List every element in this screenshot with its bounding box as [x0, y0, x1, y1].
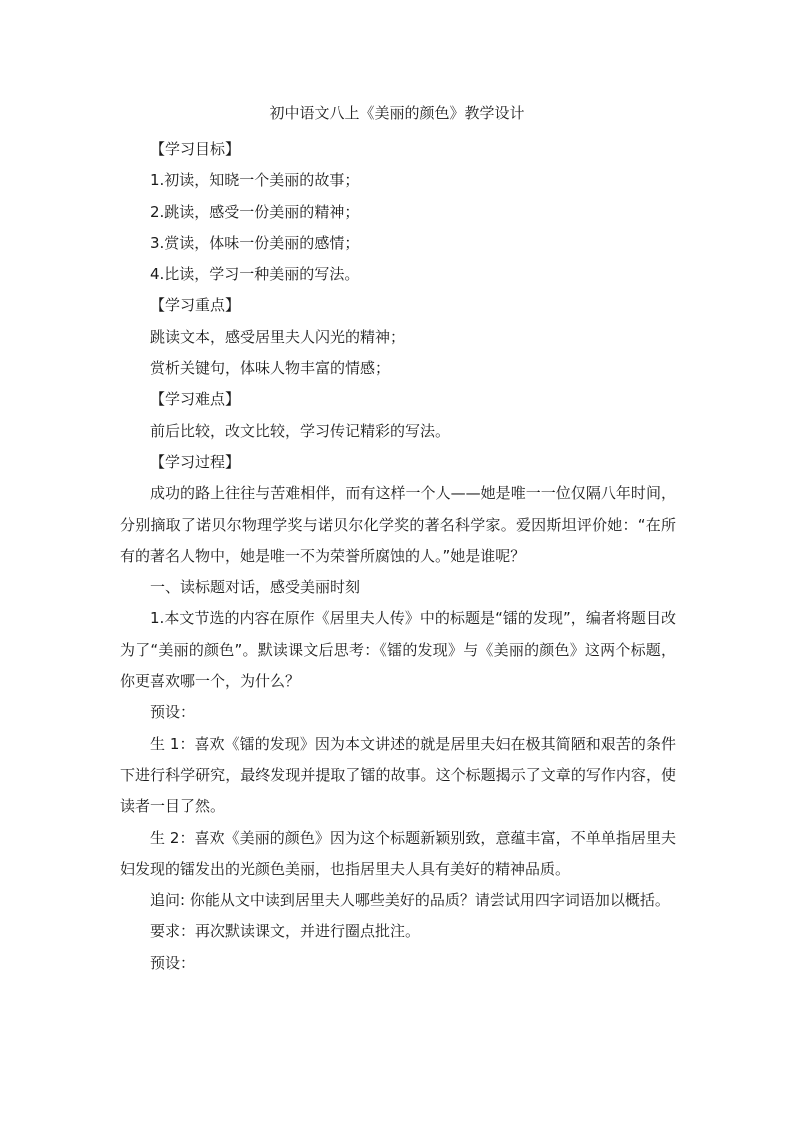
- requirement-paragraph: 要求：再次默读课文，并进行圈点批注。: [150, 922, 421, 941]
- keypoints-heading: 【学习重点】: [150, 296, 241, 315]
- document-title: 初中语文八上《美丽的颜色》教学设计: [269, 104, 525, 122]
- keypoint-item: 赏析关键句，体味人物丰富的情感；: [150, 359, 391, 378]
- process-heading: 【学习过程】: [150, 452, 241, 471]
- preset-label: 预设：: [150, 703, 196, 722]
- objective-item: 1.初读，知晓一个美丽的故事；: [150, 171, 360, 190]
- objectives-heading: 【学习目标】: [150, 140, 241, 158]
- keypoint-item: 跳读文本，感受居里夫人闪光的精神；: [150, 327, 406, 346]
- difficulty-heading: 【学习难点】: [150, 390, 241, 409]
- objective-item: 3.赏读，体味一份美丽的感情；: [150, 233, 360, 252]
- objective-item: 4.比读，学习一种美丽的写法。: [150, 265, 360, 284]
- question-paragraph: 1.本文节选的内容在原作《居里夫人传》中的标题是“镭的发现”，编者将题目改为了“美丽的颜色”。默读课文后思考：《镭的发现》与《美丽的颜色》这两个标题，你更喜欢哪一个，为什么？: [120, 609, 676, 691]
- section-heading: 一、读标题对话，感受美丽时刻: [150, 578, 361, 597]
- objective-item: 2.跳读，感受一份美丽的精神；: [150, 202, 360, 221]
- followup-question: 追问: 你能从文中读到居里夫人哪些美好的品质？请尝试用四字词语加以概括。: [150, 891, 670, 910]
- document-body: [120, 134, 676, 979]
- student-answer-1: 生 1：喜欢《镭的发现》因为本文讲述的就是居里夫妇在极其简陋和艰苦的条件下进行科学研究，最终发现并提取了镭的故事。这个标题揭示了文章的写作内容，使读者一目了然。: [120, 734, 676, 816]
- preset-label: 预设：: [150, 953, 196, 972]
- process-intro-paragraph: 成功的路上往往与苦难相伴，而有这样一个人——她是唯一一位仅隔八年时间，分别摘取了诺贝尔物理学奖与诺贝尔化学奖的著名科学家。爱因斯坦评价她：“在所有的著名人物中，她是唯一不为荣誉所腐蚀的人。”她是谁呢？: [120, 484, 676, 565]
- difficulty-item: 前后比较，改文比较，学习传记精彩的写法。: [150, 421, 451, 440]
- student-answer-2: 生 2：喜欢《美丽的颜色》因为这个标题新颖别致，意蕴丰富，不单单指居里夫妇发现的镭发出的光颜色美丽，也指居里夫人具有美好的精神品质。: [120, 828, 676, 878]
